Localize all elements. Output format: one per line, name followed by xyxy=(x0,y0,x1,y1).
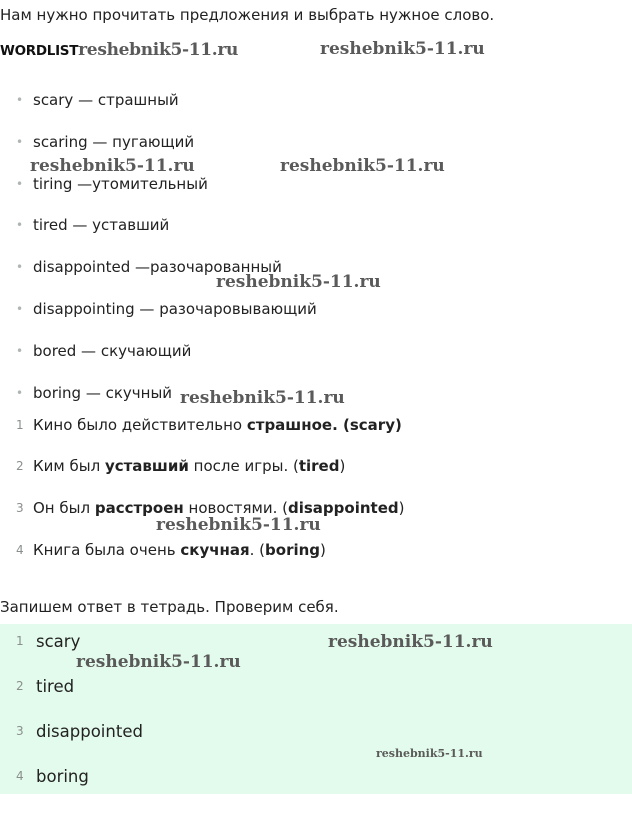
vocab-text: bored — скучающий xyxy=(33,342,192,360)
vocab-text: boring — скучный xyxy=(33,384,173,402)
watermark: reshebnik5-11.ru xyxy=(30,156,195,176)
exercise-answer: tired xyxy=(298,457,340,475)
vocab-item xyxy=(16,216,169,234)
exercise-answer: boring xyxy=(265,541,321,559)
answer-number: 4 xyxy=(16,769,24,783)
bullet-icon: • xyxy=(16,177,24,191)
exercise-bold-word: уставший xyxy=(104,457,189,475)
bullet-icon: • xyxy=(16,135,24,149)
exercise-text: ( xyxy=(337,416,350,434)
answer-item xyxy=(16,677,74,696)
exercise-text: после игры. ( xyxy=(188,457,299,475)
watermark: reshebnik5-11.ru xyxy=(216,272,381,292)
exercise-text: ) xyxy=(339,457,346,475)
exercise-text: ) xyxy=(398,499,405,517)
watermark: reshebnik5-11.ru xyxy=(320,39,485,59)
exercise-bold-word: страшное. xyxy=(246,416,338,434)
exercise-item xyxy=(16,541,326,559)
bullet-icon: • xyxy=(16,344,24,358)
exercise-text: Кино было действительно xyxy=(33,416,247,434)
answer-number: 3 xyxy=(16,724,24,738)
vocab-item xyxy=(16,175,208,193)
watermark: reshebnik5-11.ru xyxy=(180,388,345,408)
answer-item xyxy=(16,632,80,651)
vocab-text: scaring — пугающий xyxy=(33,133,195,151)
exercise-text: ) xyxy=(394,416,402,434)
exercise-answer: scary xyxy=(349,416,395,434)
vocab-text: disappointing — разочаровывающий xyxy=(33,300,317,318)
exercise-text: ) xyxy=(320,541,326,559)
wordlist-title: WORDLIST xyxy=(0,43,79,59)
exercise-answer: disappointed xyxy=(288,499,399,517)
vocab-item xyxy=(16,342,191,360)
vocab-text: scary — страшный xyxy=(33,91,179,109)
answer-text: disappointed xyxy=(36,722,143,741)
exercise-text: . ( xyxy=(249,541,266,559)
exercise-text: новостями. ( xyxy=(183,499,288,517)
vocab-item xyxy=(16,91,179,109)
vocab-item xyxy=(16,133,194,151)
exercise-text: Он был xyxy=(33,499,95,517)
answer-text: scary xyxy=(36,632,81,651)
answer-text: boring xyxy=(36,767,89,786)
exercise-text: Ким был xyxy=(33,457,105,475)
vocab-item xyxy=(16,384,172,402)
vocab-text: tired — уставший xyxy=(33,216,170,234)
bullet-icon: • xyxy=(16,93,24,107)
exercise-item xyxy=(16,416,402,434)
watermark: reshebnik5-11.ru xyxy=(78,40,239,60)
answer-item xyxy=(16,767,89,786)
vocab-item xyxy=(16,300,317,318)
watermark: reshebnik5-11.ru xyxy=(376,747,483,760)
watermark: reshebnik5-11.ru xyxy=(328,632,493,652)
answer-box xyxy=(0,624,632,794)
bullet-icon: • xyxy=(16,386,24,400)
exercise-number: 2 xyxy=(16,459,24,473)
exercise-item xyxy=(16,457,345,475)
wordlist-heading xyxy=(0,40,238,60)
answer-number: 1 xyxy=(16,634,24,648)
vocab-text: tiring —утомительный xyxy=(33,175,208,193)
bullet-icon: • xyxy=(16,260,24,274)
exercise-bold-word: скучная xyxy=(180,541,250,559)
watermark: reshebnik5-11.ru xyxy=(76,652,241,672)
intro-text: Нам нужно прочитать предложения и выбрать нужное слово. xyxy=(0,6,495,24)
exercise-number: 1 xyxy=(16,418,24,432)
answer-item xyxy=(16,722,143,741)
vocab-text: disappointed —разочарованный xyxy=(33,258,282,276)
watermark: reshebnik5-11.ru xyxy=(156,515,321,535)
answer-text: tired xyxy=(36,677,75,696)
exercise-number: 3 xyxy=(16,501,24,515)
note-text: Запишем ответ в тетрадь. Проверим себя. xyxy=(0,598,339,616)
bullet-icon: • xyxy=(16,302,24,316)
exercise-number: 4 xyxy=(16,543,24,557)
bullet-icon: • xyxy=(16,218,24,232)
exercise-bold-word: расстроен xyxy=(94,499,184,517)
answer-number: 2 xyxy=(16,679,24,693)
watermark: reshebnik5-11.ru xyxy=(280,156,445,176)
exercise-text: Книга была очень xyxy=(33,541,181,559)
